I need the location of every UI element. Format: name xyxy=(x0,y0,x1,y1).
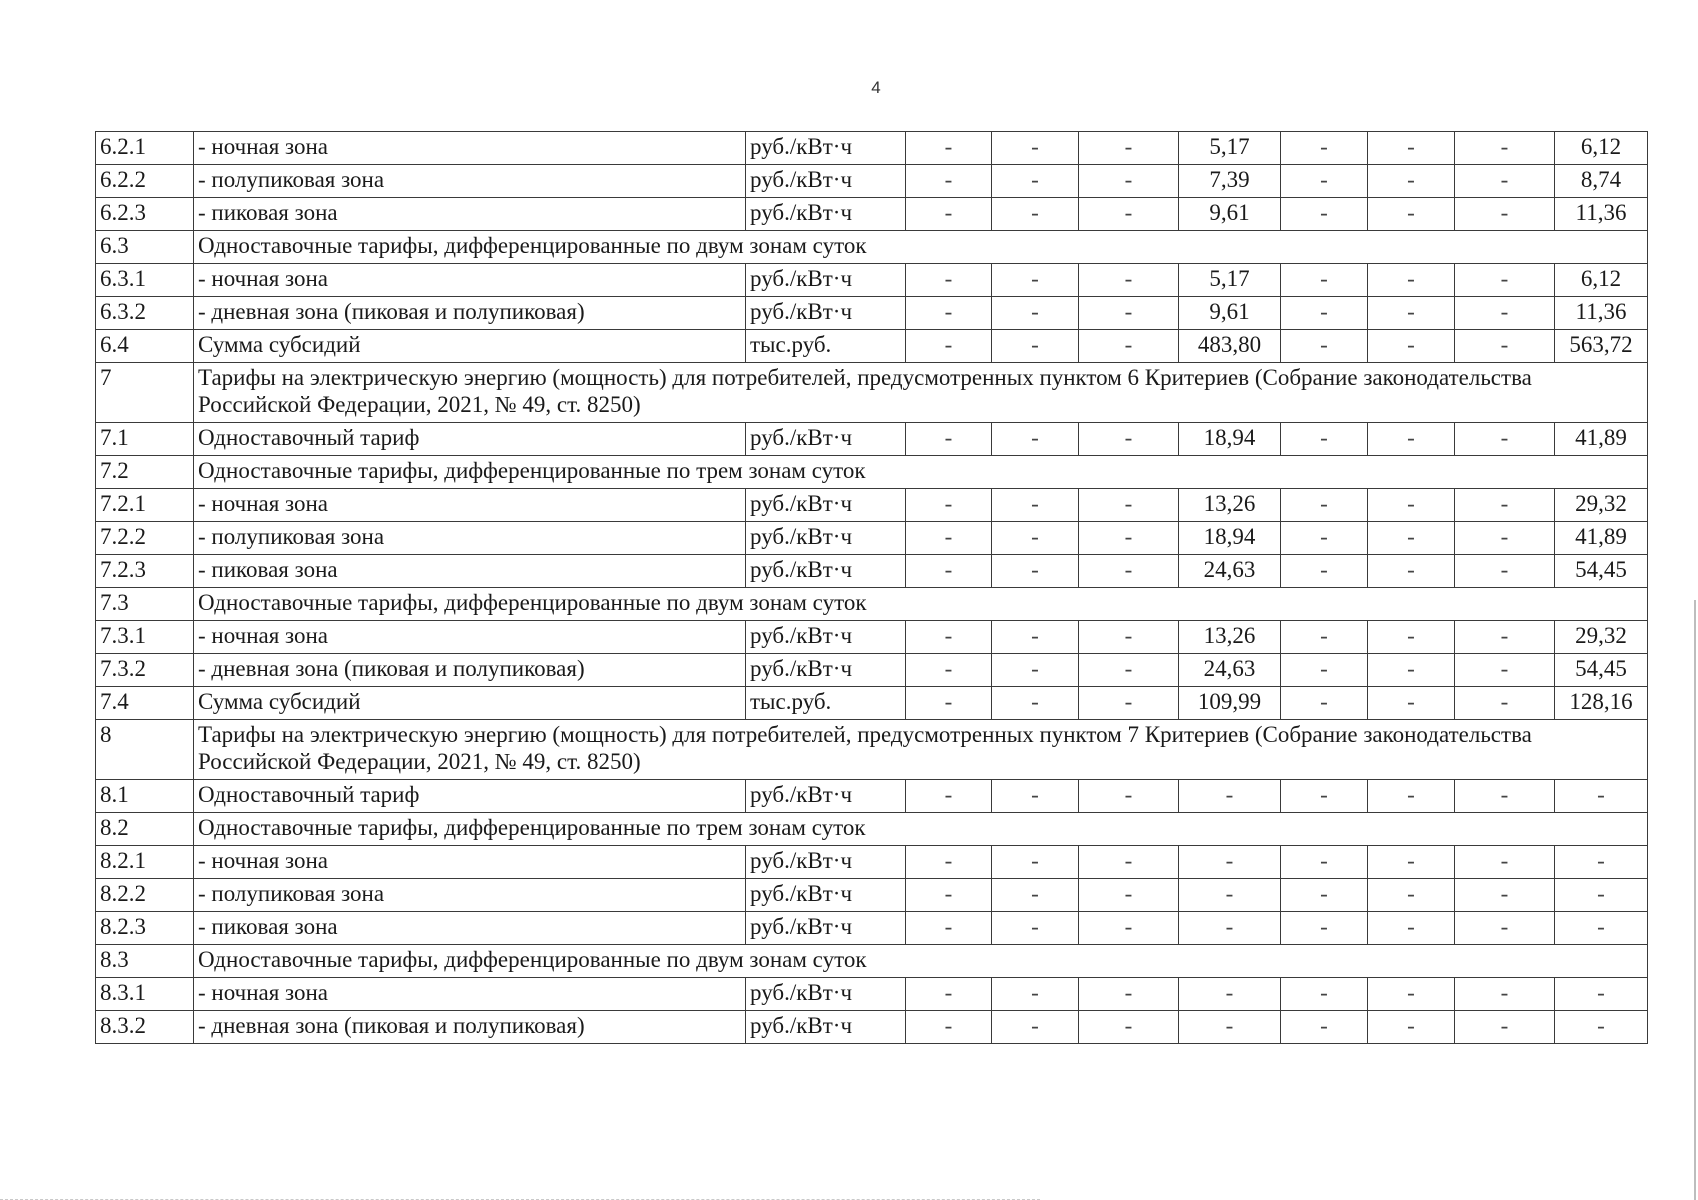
unit-cell: руб./кВт·ч xyxy=(746,132,906,165)
empty-value-cell: - xyxy=(1368,780,1455,813)
empty-value-cell: - xyxy=(906,621,992,654)
section-heading-cell: Одноставочные тарифы, дифференцированные по двум зонам суток xyxy=(194,231,1648,264)
table-row xyxy=(96,978,1648,1011)
unit-cell: руб./кВт·ч xyxy=(746,978,906,1011)
table-row xyxy=(96,363,1648,423)
empty-value-cell: - xyxy=(1455,978,1555,1011)
empty-value-cell: - xyxy=(1368,912,1455,945)
row-number-cell: 6.3.2 xyxy=(96,297,194,330)
empty-value-cell: - xyxy=(1455,780,1555,813)
empty-value-cell: - xyxy=(1368,654,1455,687)
unit-cell: руб./кВт·ч xyxy=(746,297,906,330)
tariff-value-cell: 13,26 xyxy=(1179,489,1281,522)
empty-value-cell: - xyxy=(1368,522,1455,555)
empty-value-cell: - xyxy=(1079,687,1179,720)
indicator-name-cell: Сумма субсидий xyxy=(194,687,746,720)
table-row xyxy=(96,780,1648,813)
tariff-value-cell: 54,45 xyxy=(1555,555,1648,588)
table-row xyxy=(96,423,1648,456)
empty-value-cell: - xyxy=(1079,879,1179,912)
unit-cell: тыс.руб. xyxy=(746,330,906,363)
table-row xyxy=(96,912,1648,945)
tariff-value-cell: 6,12 xyxy=(1555,264,1648,297)
empty-value-cell: - xyxy=(1368,846,1455,879)
row-number-cell: 7.3.2 xyxy=(96,654,194,687)
unit-cell: руб./кВт·ч xyxy=(746,879,906,912)
empty-value-cell: - xyxy=(906,522,992,555)
empty-value-cell: - xyxy=(1368,687,1455,720)
empty-value-cell: - xyxy=(1179,780,1281,813)
table-body xyxy=(96,132,1648,1044)
row-number-cell: 6.2.2 xyxy=(96,165,194,198)
tariff-value-cell: 24,63 xyxy=(1179,654,1281,687)
empty-value-cell: - xyxy=(1281,687,1368,720)
empty-value-cell: - xyxy=(1281,621,1368,654)
table-row xyxy=(96,198,1648,231)
unit-cell: руб./кВт·ч xyxy=(746,423,906,456)
section-heading-cell: Одноставочные тарифы, дифференцированные по трем зонам суток xyxy=(194,813,1648,846)
table-row xyxy=(96,945,1648,978)
empty-value-cell: - xyxy=(1179,846,1281,879)
tariff-value-cell: 6,12 xyxy=(1555,132,1648,165)
empty-value-cell: - xyxy=(1079,912,1179,945)
empty-value-cell: - xyxy=(1555,1011,1648,1044)
empty-value-cell: - xyxy=(1455,330,1555,363)
empty-value-cell: - xyxy=(1079,264,1179,297)
tariff-value-cell: 29,32 xyxy=(1555,621,1648,654)
empty-value-cell: - xyxy=(1281,165,1368,198)
empty-value-cell: - xyxy=(1368,297,1455,330)
tariff-value-cell: 18,94 xyxy=(1179,522,1281,555)
indicator-name-cell: Одноставочный тариф xyxy=(194,423,746,456)
row-number-cell: 7.2.3 xyxy=(96,555,194,588)
empty-value-cell: - xyxy=(906,198,992,231)
row-number-cell: 8 xyxy=(96,720,194,780)
empty-value-cell: - xyxy=(1079,978,1179,1011)
empty-value-cell: - xyxy=(1079,555,1179,588)
tariff-value-cell: 41,89 xyxy=(1555,522,1648,555)
empty-value-cell: - xyxy=(992,198,1079,231)
empty-value-cell: - xyxy=(1079,423,1179,456)
empty-value-cell: - xyxy=(1555,780,1648,813)
tariff-value-cell: 563,72 xyxy=(1555,330,1648,363)
tariff-value-cell: 24,63 xyxy=(1179,555,1281,588)
table-row xyxy=(96,879,1648,912)
empty-value-cell: - xyxy=(1079,846,1179,879)
tariff-value-cell: 11,36 xyxy=(1555,297,1648,330)
empty-value-cell: - xyxy=(906,1011,992,1044)
empty-value-cell: - xyxy=(906,978,992,1011)
empty-value-cell: - xyxy=(1281,846,1368,879)
table-row xyxy=(96,132,1648,165)
unit-cell: руб./кВт·ч xyxy=(746,489,906,522)
empty-value-cell: - xyxy=(1079,165,1179,198)
unit-cell: руб./кВт·ч xyxy=(746,522,906,555)
row-number-cell: 8.1 xyxy=(96,780,194,813)
empty-value-cell: - xyxy=(906,489,992,522)
indicator-name-cell: - ночная зона xyxy=(194,489,746,522)
tariff-value-cell: 109,99 xyxy=(1179,687,1281,720)
section-heading-cell: Тарифы на электрическую энергию (мощность) для потребителей, предусмотренных пунктом 6 Критериев (Собрание законодательства Российской Федерации, 2021, № 49, ст. 8250) xyxy=(194,363,1648,423)
indicator-name-cell: - полупиковая зона xyxy=(194,879,746,912)
empty-value-cell: - xyxy=(1079,489,1179,522)
empty-value-cell: - xyxy=(1079,132,1179,165)
section-heading-cell: Тарифы на электрическую энергию (мощность) для потребителей, предусмотренных пунктом 7 Критериев (Собрание законодательства Российской Федерации, 2021, № 49, ст. 8250) xyxy=(194,720,1648,780)
empty-value-cell: - xyxy=(1368,879,1455,912)
empty-value-cell: - xyxy=(906,912,992,945)
empty-value-cell: - xyxy=(1079,1011,1179,1044)
table-row xyxy=(96,489,1648,522)
empty-value-cell: - xyxy=(992,879,1079,912)
row-number-cell: 8.2.3 xyxy=(96,912,194,945)
tariff-value-cell: 5,17 xyxy=(1179,264,1281,297)
empty-value-cell: - xyxy=(992,165,1079,198)
empty-value-cell: - xyxy=(992,264,1079,297)
empty-value-cell: - xyxy=(1455,687,1555,720)
unit-cell: руб./кВт·ч xyxy=(746,846,906,879)
empty-value-cell: - xyxy=(1555,978,1648,1011)
table-row xyxy=(96,231,1648,264)
indicator-name-cell: - дневная зона (пиковая и полупиковая) xyxy=(194,654,746,687)
empty-value-cell: - xyxy=(1281,489,1368,522)
tariff-value-cell: 8,74 xyxy=(1555,165,1648,198)
indicator-name-cell: - пиковая зона xyxy=(194,198,746,231)
empty-value-cell: - xyxy=(1455,555,1555,588)
empty-value-cell: - xyxy=(906,687,992,720)
empty-value-cell: - xyxy=(992,846,1079,879)
empty-value-cell: - xyxy=(1368,1011,1455,1044)
empty-value-cell: - xyxy=(1179,1011,1281,1044)
empty-value-cell: - xyxy=(1455,621,1555,654)
scan-edge-shadow xyxy=(1694,600,1696,1200)
indicator-name-cell: Одноставочный тариф xyxy=(194,780,746,813)
tariff-value-cell: 7,39 xyxy=(1179,165,1281,198)
tariff-value-cell: 9,61 xyxy=(1179,198,1281,231)
empty-value-cell: - xyxy=(992,489,1079,522)
empty-value-cell: - xyxy=(1281,264,1368,297)
indicator-name-cell: Сумма субсидий xyxy=(194,330,746,363)
unit-cell: руб./кВт·ч xyxy=(746,780,906,813)
empty-value-cell: - xyxy=(1368,165,1455,198)
empty-value-cell: - xyxy=(1281,912,1368,945)
empty-value-cell: - xyxy=(1281,522,1368,555)
empty-value-cell: - xyxy=(1455,654,1555,687)
indicator-name-cell: - ночная зона xyxy=(194,264,746,297)
row-number-cell: 7.2.1 xyxy=(96,489,194,522)
tariff-value-cell: 11,36 xyxy=(1555,198,1648,231)
empty-value-cell: - xyxy=(906,165,992,198)
row-number-cell: 6.4 xyxy=(96,330,194,363)
row-number-cell: 7.1 xyxy=(96,423,194,456)
tariff-table xyxy=(95,131,1648,1044)
empty-value-cell: - xyxy=(992,522,1079,555)
tariff-value-cell: 29,32 xyxy=(1555,489,1648,522)
empty-value-cell: - xyxy=(906,423,992,456)
tariff-value-cell: 5,17 xyxy=(1179,132,1281,165)
empty-value-cell: - xyxy=(1368,489,1455,522)
indicator-name-cell: - пиковая зона xyxy=(194,912,746,945)
empty-value-cell: - xyxy=(1455,912,1555,945)
row-number-cell: 8.2.1 xyxy=(96,846,194,879)
empty-value-cell: - xyxy=(1079,297,1179,330)
empty-value-cell: - xyxy=(906,780,992,813)
empty-value-cell: - xyxy=(1281,555,1368,588)
row-number-cell: 8.2.2 xyxy=(96,879,194,912)
section-heading-cell: Одноставочные тарифы, дифференцированные по двум зонам суток xyxy=(194,588,1648,621)
section-heading-cell: Одноставочные тарифы, дифференцированные по трем зонам суток xyxy=(194,456,1648,489)
empty-value-cell: - xyxy=(1455,264,1555,297)
unit-cell: руб./кВт·ч xyxy=(746,1011,906,1044)
unit-cell: руб./кВт·ч xyxy=(746,264,906,297)
table-row xyxy=(96,456,1648,489)
unit-cell: руб./кВт·ч xyxy=(746,621,906,654)
empty-value-cell: - xyxy=(1455,132,1555,165)
unit-cell: руб./кВт·ч xyxy=(746,198,906,231)
empty-value-cell: - xyxy=(992,132,1079,165)
empty-value-cell: - xyxy=(1368,198,1455,231)
table-row xyxy=(96,330,1648,363)
empty-value-cell: - xyxy=(992,687,1079,720)
empty-value-cell: - xyxy=(1281,330,1368,363)
indicator-name-cell: - ночная зона xyxy=(194,132,746,165)
empty-value-cell: - xyxy=(1368,132,1455,165)
indicator-name-cell: - дневная зона (пиковая и полупиковая) xyxy=(194,1011,746,1044)
empty-value-cell: - xyxy=(1079,330,1179,363)
row-number-cell: 8.3 xyxy=(96,945,194,978)
table-row xyxy=(96,165,1648,198)
empty-value-cell: - xyxy=(906,846,992,879)
empty-value-cell: - xyxy=(1281,780,1368,813)
tariff-value-cell: 9,61 xyxy=(1179,297,1281,330)
row-number-cell: 7.3 xyxy=(96,588,194,621)
unit-cell: руб./кВт·ч xyxy=(746,912,906,945)
empty-value-cell: - xyxy=(992,555,1079,588)
indicator-name-cell: - полупиковая зона xyxy=(194,522,746,555)
row-number-cell: 7 xyxy=(96,363,194,423)
empty-value-cell: - xyxy=(992,330,1079,363)
empty-value-cell: - xyxy=(1079,621,1179,654)
empty-value-cell: - xyxy=(1079,522,1179,555)
row-number-cell: 7.2 xyxy=(96,456,194,489)
table-row xyxy=(96,588,1648,621)
empty-value-cell: - xyxy=(1368,621,1455,654)
empty-value-cell: - xyxy=(1079,654,1179,687)
empty-value-cell: - xyxy=(992,780,1079,813)
empty-value-cell: - xyxy=(1455,1011,1555,1044)
empty-value-cell: - xyxy=(1281,132,1368,165)
table-row xyxy=(96,621,1648,654)
row-number-cell: 8.3.2 xyxy=(96,1011,194,1044)
empty-value-cell: - xyxy=(1455,489,1555,522)
row-number-cell: 6.2.3 xyxy=(96,198,194,231)
indicator-name-cell: - пиковая зона xyxy=(194,555,746,588)
empty-value-cell: - xyxy=(906,330,992,363)
empty-value-cell: - xyxy=(992,654,1079,687)
indicator-name-cell: - дневная зона (пиковая и полупиковая) xyxy=(194,297,746,330)
empty-value-cell: - xyxy=(906,264,992,297)
row-number-cell: 7.3.1 xyxy=(96,621,194,654)
row-number-cell: 6.2.1 xyxy=(96,132,194,165)
row-number-cell: 8.3.1 xyxy=(96,978,194,1011)
empty-value-cell: - xyxy=(1455,879,1555,912)
empty-value-cell: - xyxy=(1179,879,1281,912)
section-heading-cell: Одноставочные тарифы, дифференцированные по двум зонам суток xyxy=(194,945,1648,978)
page-number: 4 xyxy=(871,78,881,97)
empty-value-cell: - xyxy=(1455,165,1555,198)
empty-value-cell: - xyxy=(1179,912,1281,945)
unit-cell: руб./кВт·ч xyxy=(746,654,906,687)
tariff-value-cell: 13,26 xyxy=(1179,621,1281,654)
empty-value-cell: - xyxy=(906,654,992,687)
empty-value-cell: - xyxy=(1179,978,1281,1011)
empty-value-cell: - xyxy=(1555,912,1648,945)
empty-value-cell: - xyxy=(1455,423,1555,456)
empty-value-cell: - xyxy=(992,423,1079,456)
empty-value-cell: - xyxy=(1455,846,1555,879)
unit-cell: руб./кВт·ч xyxy=(746,165,906,198)
empty-value-cell: - xyxy=(1455,297,1555,330)
table-row xyxy=(96,555,1648,588)
unit-cell: тыс.руб. xyxy=(746,687,906,720)
table-row xyxy=(96,846,1648,879)
empty-value-cell: - xyxy=(992,621,1079,654)
empty-value-cell: - xyxy=(1368,978,1455,1011)
empty-value-cell: - xyxy=(906,132,992,165)
empty-value-cell: - xyxy=(1281,423,1368,456)
empty-value-cell: - xyxy=(1281,297,1368,330)
empty-value-cell: - xyxy=(1368,555,1455,588)
row-number-cell: 8.2 xyxy=(96,813,194,846)
empty-value-cell: - xyxy=(906,297,992,330)
tariff-value-cell: 128,16 xyxy=(1555,687,1648,720)
empty-value-cell: - xyxy=(1281,879,1368,912)
empty-value-cell: - xyxy=(1455,522,1555,555)
empty-value-cell: - xyxy=(906,879,992,912)
empty-value-cell: - xyxy=(906,555,992,588)
empty-value-cell: - xyxy=(1368,423,1455,456)
table-row xyxy=(96,813,1648,846)
empty-value-cell: - xyxy=(1368,330,1455,363)
empty-value-cell: - xyxy=(1555,879,1648,912)
table-row xyxy=(96,264,1648,297)
table-row xyxy=(96,297,1648,330)
empty-value-cell: - xyxy=(992,1011,1079,1044)
tariff-value-cell: 483,80 xyxy=(1179,330,1281,363)
empty-value-cell: - xyxy=(1079,780,1179,813)
indicator-name-cell: - ночная зона xyxy=(194,978,746,1011)
tariff-value-cell: 41,89 xyxy=(1555,423,1648,456)
empty-value-cell: - xyxy=(1281,198,1368,231)
table-row xyxy=(96,654,1648,687)
indicator-name-cell: - ночная зона xyxy=(194,621,746,654)
indicator-name-cell: - полупиковая зона xyxy=(194,165,746,198)
empty-value-cell: - xyxy=(992,912,1079,945)
empty-value-cell: - xyxy=(1281,654,1368,687)
row-number-cell: 7.4 xyxy=(96,687,194,720)
table-row xyxy=(96,720,1648,780)
row-number-cell: 7.2.2 xyxy=(96,522,194,555)
row-number-cell: 6.3 xyxy=(96,231,194,264)
empty-value-cell: - xyxy=(1281,978,1368,1011)
tariff-value-cell: 54,45 xyxy=(1555,654,1648,687)
row-number-cell: 6.3.1 xyxy=(96,264,194,297)
empty-value-cell: - xyxy=(992,297,1079,330)
empty-value-cell: - xyxy=(1368,264,1455,297)
empty-value-cell: - xyxy=(992,978,1079,1011)
indicator-name-cell: - ночная зона xyxy=(194,846,746,879)
unit-cell: руб./кВт·ч xyxy=(746,555,906,588)
table-row xyxy=(96,522,1648,555)
table-row xyxy=(96,687,1648,720)
table-row xyxy=(96,1011,1648,1044)
empty-value-cell: - xyxy=(1079,198,1179,231)
tariff-value-cell: 18,94 xyxy=(1179,423,1281,456)
empty-value-cell: - xyxy=(1281,1011,1368,1044)
empty-value-cell: - xyxy=(1455,198,1555,231)
empty-value-cell: - xyxy=(1555,846,1648,879)
